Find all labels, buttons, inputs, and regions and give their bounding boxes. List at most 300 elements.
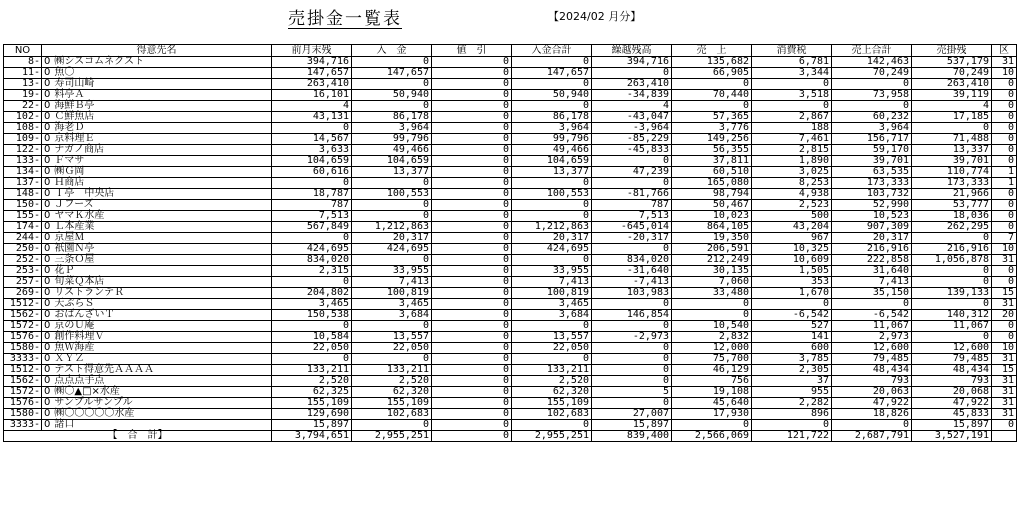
- customer-subcode: 0: [44, 386, 51, 397]
- cell-payment-total: 147,657: [512, 68, 592, 79]
- customer-name: 京料理Ｅ: [54, 133, 95, 144]
- cell-discount: 0: [432, 387, 512, 398]
- cell-prev-balance: 155,109: [272, 398, 352, 409]
- cell-discount: 0: [432, 178, 512, 189]
- customer-subcode: 0: [44, 100, 51, 111]
- col-header-tax: 消費税: [752, 45, 832, 57]
- customer-subcode: 0: [44, 111, 51, 122]
- cell-tax: 1,890: [752, 156, 832, 167]
- cell-receivable: 71,488: [912, 134, 992, 145]
- customer-name: 祇園Ｎ亭: [54, 243, 95, 254]
- cell-tax: 10,325: [752, 244, 832, 255]
- cell-payment: 0: [352, 321, 432, 332]
- cell-tax: 527: [752, 321, 832, 332]
- cell-carryover: 0: [592, 343, 672, 354]
- cell-discount: 0: [432, 321, 512, 332]
- cell-discount: 0: [432, 398, 512, 409]
- cell-payment: 22,050: [352, 343, 432, 354]
- customer-code: 1580-: [9, 408, 40, 419]
- cell-category: 0: [992, 277, 1017, 288]
- cell-payment-total: 0: [512, 79, 592, 90]
- cell-payment: 0: [352, 255, 432, 266]
- cell-prev-balance: 10,584: [272, 332, 352, 343]
- cell-sales-total: 39,701: [832, 156, 912, 167]
- cell-discount: 0: [432, 332, 512, 343]
- customer-subcode: 0: [44, 353, 51, 364]
- customer-cell: [42, 79, 272, 90]
- cell-discount: 0: [432, 288, 512, 299]
- customer-code: 1576-: [9, 331, 40, 342]
- cell-category: 0: [992, 266, 1017, 277]
- customer-cell: [42, 387, 272, 398]
- table-row: [4, 365, 1017, 376]
- cell-sales-total: 0: [832, 299, 912, 310]
- cell-discount: 0: [432, 123, 512, 134]
- cell-tax: 0: [752, 299, 832, 310]
- cell-sales: 57,365: [672, 112, 752, 123]
- cell-category: 0: [992, 156, 1017, 167]
- customer-name: ＸＹＺ: [54, 353, 85, 364]
- cell-sales-total: 2,973: [832, 332, 912, 343]
- customer-subcode: 0: [44, 342, 51, 353]
- table-row: [4, 343, 1017, 354]
- cell-payment: 0: [352, 354, 432, 365]
- cell-tax: 2,523: [752, 200, 832, 211]
- cell-carryover: 0: [592, 68, 672, 79]
- customer-code: 3333-: [9, 419, 40, 430]
- cell-carryover: -2,973: [592, 332, 672, 343]
- customer-no: [4, 233, 42, 244]
- cell-sales-total: 216,916: [832, 244, 912, 255]
- cell-payment-total: 13,557: [512, 332, 592, 343]
- total-prev-balance: 3,794,651: [272, 431, 352, 442]
- cell-sales: 212,249: [672, 255, 752, 266]
- cell-sales: 60,510: [672, 167, 752, 178]
- cell-receivable: 216,916: [912, 244, 992, 255]
- cell-receivable: 13,337: [912, 145, 992, 156]
- cell-payment: 0: [352, 420, 432, 431]
- cell-category: 0: [992, 189, 1017, 200]
- customer-cell: [42, 310, 272, 321]
- cell-payment: 20,317: [352, 233, 432, 244]
- cell-sales-total: 35,150: [832, 288, 912, 299]
- cell-receivable: 12,600: [912, 343, 992, 354]
- cell-payment-total: 2,520: [512, 376, 592, 387]
- cell-payment-total: 22,050: [512, 343, 592, 354]
- cell-sales-total: 173,333: [832, 178, 912, 189]
- cell-discount: 0: [432, 354, 512, 365]
- cell-payment-total: 102,683: [512, 409, 592, 420]
- cell-sales-total: 18,826: [832, 409, 912, 420]
- cell-category: 0: [992, 420, 1017, 431]
- cell-sales-total: 20,063: [832, 387, 912, 398]
- cell-prev-balance: 62,325: [272, 387, 352, 398]
- customer-code: 19-: [21, 89, 40, 100]
- customer-no: [4, 134, 42, 145]
- cell-receivable: 39,119: [912, 90, 992, 101]
- customer-code: 250-: [15, 243, 40, 254]
- customer-cell: [42, 200, 272, 211]
- cell-receivable: 263,410: [912, 79, 992, 90]
- cell-payment: 7,413: [352, 277, 432, 288]
- customer-subcode: 0: [44, 320, 51, 331]
- cell-payment-total: 3,684: [512, 310, 592, 321]
- cell-payment-total: 0: [512, 101, 592, 112]
- cell-receivable: 4: [912, 101, 992, 112]
- cell-carryover: -645,014: [592, 222, 672, 233]
- cell-discount: 0: [432, 277, 512, 288]
- cell-category: 10: [992, 343, 1017, 354]
- customer-subcode: 0: [44, 265, 51, 276]
- cell-payment: 13,557: [352, 332, 432, 343]
- cell-payment: 0: [352, 101, 432, 112]
- cell-payment-total: 0: [512, 178, 592, 189]
- report-title: 売掛金一覧表: [288, 9, 402, 29]
- customer-no: [4, 178, 42, 189]
- customer-name: テスト得意先ＡＡＡＡ: [54, 364, 154, 375]
- cell-tax: 3,025: [752, 167, 832, 178]
- customer-name: ㈱シスコムネクスト: [54, 56, 144, 67]
- cell-sales-total: 793: [832, 376, 912, 387]
- cell-prev-balance: 129,690: [272, 409, 352, 420]
- cell-sales: 165,080: [672, 178, 752, 189]
- customer-name: Ｆマサ: [54, 155, 85, 166]
- customer-no: [4, 409, 42, 420]
- customer-cell: [42, 376, 272, 387]
- cell-category: 0: [992, 123, 1017, 134]
- customer-cell: [42, 90, 272, 101]
- customer-name: 料亭Ａ: [54, 89, 85, 100]
- cell-category: 20: [992, 310, 1017, 321]
- customer-name: 諸口: [54, 419, 75, 430]
- customer-no: [4, 332, 42, 343]
- customer-no: [4, 167, 42, 178]
- cell-discount: 0: [432, 343, 512, 354]
- cell-prev-balance: 2,520: [272, 376, 352, 387]
- customer-no: [4, 310, 42, 321]
- customer-cell: [42, 101, 272, 112]
- col-header-payment-total: 入金合計: [512, 45, 592, 57]
- table-row: [4, 233, 1017, 244]
- cell-carryover: -81,766: [592, 189, 672, 200]
- cell-prev-balance: 0: [272, 178, 352, 189]
- customer-cell: [42, 244, 272, 255]
- customer-name: ㈱〇▲□×水産: [54, 386, 120, 397]
- cell-tax: 2,867: [752, 112, 832, 123]
- cell-payment-total: 424,695: [512, 244, 592, 255]
- table-row: [4, 244, 1017, 255]
- cell-carryover: 834,020: [592, 255, 672, 266]
- cell-tax: 896: [752, 409, 832, 420]
- customer-name: Ｉ亭 中央店: [54, 188, 115, 199]
- cell-payment-total: 104,659: [512, 156, 592, 167]
- cell-sales-total: 103,732: [832, 189, 912, 200]
- cell-sales: 756: [672, 376, 752, 387]
- customer-cell: [42, 134, 272, 145]
- cell-sales: 45,640: [672, 398, 752, 409]
- cell-discount: 0: [432, 211, 512, 222]
- table-row: [4, 57, 1017, 68]
- customer-no: [4, 145, 42, 156]
- cell-carryover: 7,513: [592, 211, 672, 222]
- cell-prev-balance: 204,802: [272, 288, 352, 299]
- cell-payment-total: 1,212,863: [512, 222, 592, 233]
- table-row: [4, 310, 1017, 321]
- customer-cell: [42, 178, 272, 189]
- table-row: [4, 90, 1017, 101]
- cell-carryover: 0: [592, 398, 672, 409]
- customer-code: 1572-: [9, 320, 40, 331]
- customer-code: 102-: [15, 111, 40, 122]
- customer-cell: [42, 156, 272, 167]
- cell-category: 0: [992, 332, 1017, 343]
- cell-category: 0: [992, 112, 1017, 123]
- cell-sales: 0: [672, 79, 752, 90]
- customer-code: 108-: [15, 122, 40, 133]
- customer-no: [4, 200, 42, 211]
- cell-discount: 0: [432, 409, 512, 420]
- customer-name: 魚Ｗ海産: [54, 342, 95, 353]
- cell-payment: 3,684: [352, 310, 432, 321]
- cell-payment: 0: [352, 200, 432, 211]
- cell-payment: 0: [352, 79, 432, 90]
- cell-receivable: 48,434: [912, 365, 992, 376]
- cell-sales-total: 7,413: [832, 277, 912, 288]
- customer-name: 海老Ｄ: [54, 122, 85, 133]
- cell-sales-total: 79,485: [832, 354, 912, 365]
- customer-no: [4, 321, 42, 332]
- customer-no: [4, 365, 42, 376]
- cell-prev-balance: 0: [272, 321, 352, 332]
- cell-payment-total: 0: [512, 321, 592, 332]
- cell-category: 0: [992, 79, 1017, 90]
- table-row: [4, 376, 1017, 387]
- table-row: [4, 211, 1017, 222]
- cell-carryover: 0: [592, 376, 672, 387]
- cell-receivable: 262,295: [912, 222, 992, 233]
- customer-cell: [42, 189, 272, 200]
- customer-cell: [42, 277, 272, 288]
- table-row: [4, 255, 1017, 266]
- table-row: [4, 420, 1017, 431]
- cell-sales-total: 222,858: [832, 255, 912, 266]
- cell-payment-total: 13,377: [512, 167, 592, 178]
- cell-carryover: -3,964: [592, 123, 672, 134]
- cell-tax: 43,204: [752, 222, 832, 233]
- cell-tax: 955: [752, 387, 832, 398]
- customer-code: 122-: [15, 144, 40, 155]
- total-sales: 2,566,069: [672, 431, 752, 442]
- cell-carryover: -43,047: [592, 112, 672, 123]
- cell-receivable: 140,312: [912, 310, 992, 321]
- cell-sales-total: 12,600: [832, 343, 912, 354]
- cell-sales: 0: [672, 310, 752, 321]
- cell-sales: 17,930: [672, 409, 752, 420]
- cell-payment-total: 49,466: [512, 145, 592, 156]
- cell-sales: 0: [672, 299, 752, 310]
- cell-tax: 0: [752, 79, 832, 90]
- customer-code: 8-: [27, 56, 40, 67]
- customer-name: Ｃ鮮魚店: [54, 111, 95, 122]
- cell-prev-balance: 150,538: [272, 310, 352, 321]
- cell-receivable: 0: [912, 277, 992, 288]
- cell-payment: 2,520: [352, 376, 432, 387]
- cell-category: 31: [992, 376, 1017, 387]
- cell-tax: 600: [752, 343, 832, 354]
- cell-category: 31: [992, 299, 1017, 310]
- cell-receivable: 45,833: [912, 409, 992, 420]
- cell-receivable: 0: [912, 233, 992, 244]
- cell-prev-balance: 3,633: [272, 145, 352, 156]
- customer-code: 155-: [15, 210, 40, 221]
- customer-no: [4, 420, 42, 431]
- report-period: 【2024/02 月分】: [548, 10, 642, 23]
- table-row: [4, 354, 1017, 365]
- cell-payment: 0: [352, 57, 432, 68]
- cell-discount: 0: [432, 420, 512, 431]
- customer-subcode: 0: [44, 177, 51, 188]
- cell-sales-total: 70,249: [832, 68, 912, 79]
- cell-sales-total: 907,309: [832, 222, 912, 233]
- cell-prev-balance: 0: [272, 123, 352, 134]
- customer-name: ㈱〇〇〇〇〇水産: [54, 408, 135, 419]
- cell-receivable: 17,185: [912, 112, 992, 123]
- cell-tax: 37: [752, 376, 832, 387]
- cell-payment: 100,819: [352, 288, 432, 299]
- cell-tax: 8,253: [752, 178, 832, 189]
- customer-name: Ｈ商店: [54, 177, 85, 188]
- cell-discount: 0: [432, 68, 512, 79]
- cell-category: 0: [992, 211, 1017, 222]
- cell-discount: 0: [432, 90, 512, 101]
- cell-payment-total: 0: [512, 211, 592, 222]
- customer-code: 134-: [15, 166, 40, 177]
- cell-prev-balance: 0: [272, 354, 352, 365]
- cell-category: 0: [992, 101, 1017, 112]
- cell-receivable: 47,922: [912, 398, 992, 409]
- cell-payment-total: 99,796: [512, 134, 592, 145]
- customer-cell: [42, 145, 272, 156]
- cell-receivable: 39,701: [912, 156, 992, 167]
- customer-name: 京屋Ｍ: [54, 232, 85, 243]
- customer-subcode: 0: [44, 408, 51, 419]
- cell-payment: 49,466: [352, 145, 432, 156]
- cell-prev-balance: 60,616: [272, 167, 352, 178]
- cell-sales: 19,350: [672, 233, 752, 244]
- cell-sales: 12,000: [672, 343, 752, 354]
- cell-discount: 0: [432, 299, 512, 310]
- cell-sales: 3,776: [672, 123, 752, 134]
- table-row: [4, 68, 1017, 79]
- customer-cell: [42, 332, 272, 343]
- customer-cell: [42, 68, 272, 79]
- customer-subcode: 0: [44, 276, 51, 287]
- table-row: [4, 79, 1017, 90]
- cell-tax: 3,518: [752, 90, 832, 101]
- cell-carryover: 0: [592, 321, 672, 332]
- cell-payment: 62,320: [352, 387, 432, 398]
- table-row: [4, 387, 1017, 398]
- total-sales-total: 2,687,791: [832, 431, 912, 442]
- customer-subcode: 0: [44, 122, 51, 133]
- cell-prev-balance: 18,787: [272, 189, 352, 200]
- cell-category: 1: [992, 167, 1017, 178]
- cell-discount: 0: [432, 255, 512, 266]
- customer-subcode: 0: [44, 232, 51, 243]
- cell-sales: 98,794: [672, 189, 752, 200]
- cell-tax: 3,785: [752, 354, 832, 365]
- cell-payment-total: 100,819: [512, 288, 592, 299]
- cell-sales: 206,591: [672, 244, 752, 255]
- cell-category: 0: [992, 321, 1017, 332]
- customer-name: 三条Ｏ屋: [54, 254, 95, 265]
- cell-receivable: 15,897: [912, 420, 992, 431]
- customer-name: ナガノ商店: [54, 144, 105, 155]
- cell-sales: 864,105: [672, 222, 752, 233]
- cell-carryover: -45,833: [592, 145, 672, 156]
- cell-tax: 141: [752, 332, 832, 343]
- cell-sales-total: 52,990: [832, 200, 912, 211]
- col-header-carryover: 繰越残高: [592, 45, 672, 57]
- cell-discount: 0: [432, 244, 512, 255]
- cell-tax: 1,505: [752, 266, 832, 277]
- cell-sales: 135,682: [672, 57, 752, 68]
- cell-sales: 46,129: [672, 365, 752, 376]
- cell-category: 10: [992, 244, 1017, 255]
- table-row: [4, 398, 1017, 409]
- customer-name: Ｌ本産業: [54, 221, 95, 232]
- cell-carryover: 4: [592, 101, 672, 112]
- cell-prev-balance: 2,315: [272, 266, 352, 277]
- cell-tax: 2,305: [752, 365, 832, 376]
- cell-discount: 0: [432, 310, 512, 321]
- cell-payment: 155,109: [352, 398, 432, 409]
- total-label: 【 合 計】: [4, 431, 272, 442]
- customer-no: [4, 288, 42, 299]
- cell-payment-total: 50,940: [512, 90, 592, 101]
- table-row: [4, 134, 1017, 145]
- cell-category: 7: [992, 233, 1017, 244]
- cell-receivable: 20,068: [912, 387, 992, 398]
- customer-cell: [42, 398, 272, 409]
- customer-code: 3333-: [9, 353, 40, 364]
- customer-name: Ｊフーズ: [54, 199, 94, 210]
- cell-receivable: 79,485: [912, 354, 992, 365]
- col-header-discount: 値 引: [432, 45, 512, 57]
- customer-subcode: 0: [44, 144, 51, 155]
- table-row: [4, 123, 1017, 134]
- customer-subcode: 0: [44, 210, 51, 221]
- cell-carryover: 263,410: [592, 79, 672, 90]
- cell-carryover: 15,897: [592, 420, 672, 431]
- cell-payment: 86,178: [352, 112, 432, 123]
- cell-category: 0: [992, 222, 1017, 233]
- col-header-receivable: 売掛残: [912, 45, 992, 57]
- cell-discount: 0: [432, 233, 512, 244]
- customer-subcode: 0: [44, 331, 51, 342]
- cell-prev-balance: 43,131: [272, 112, 352, 123]
- total-tax: 121,722: [752, 431, 832, 442]
- table-row: [4, 167, 1017, 178]
- customer-subcode: 0: [44, 133, 51, 144]
- cell-sales-total: 73,958: [832, 90, 912, 101]
- cell-sales-total: 142,463: [832, 57, 912, 68]
- table-row: [4, 101, 1017, 112]
- cell-sales-total: 31,640: [832, 266, 912, 277]
- customer-cell: [42, 255, 272, 266]
- cell-tax: 4,938: [752, 189, 832, 200]
- cell-sales: 70,440: [672, 90, 752, 101]
